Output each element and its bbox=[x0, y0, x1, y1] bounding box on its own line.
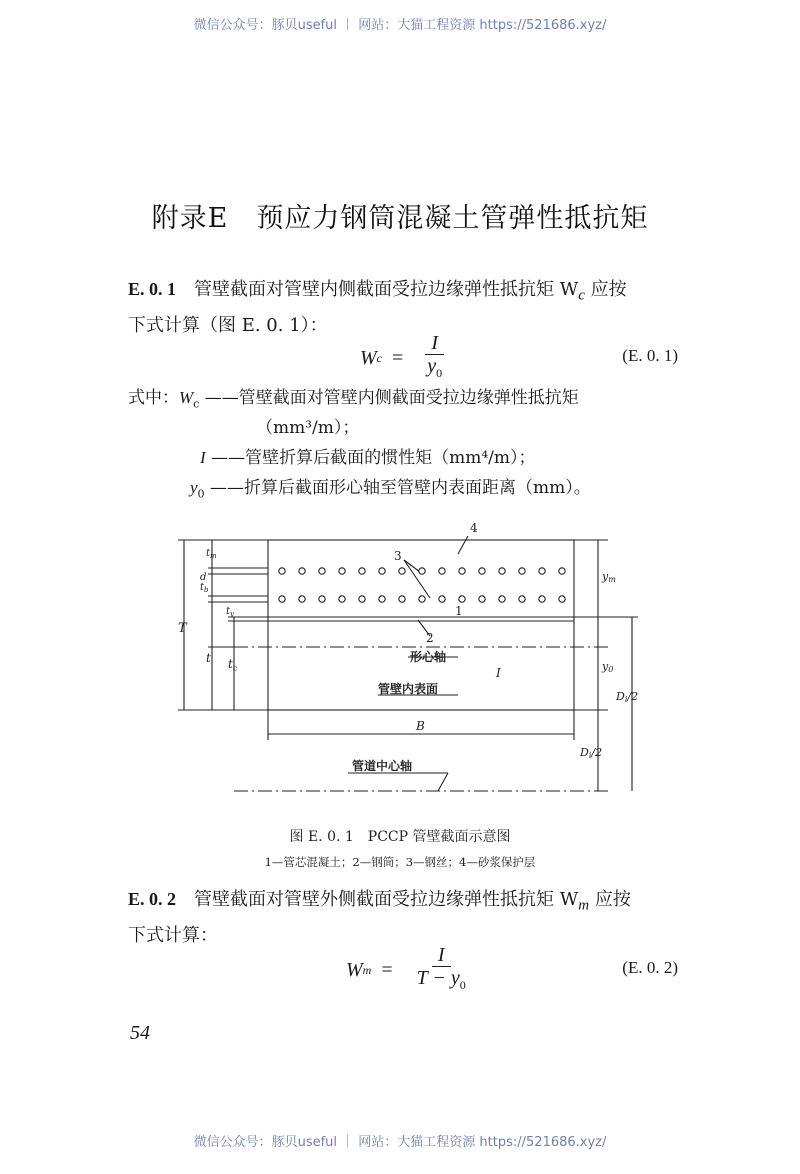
label-section-i: I bbox=[496, 666, 501, 680]
label-ym: ym bbox=[602, 570, 616, 584]
label-tb: $t_b$ bbox=[200, 582, 209, 594]
label-y0: y0 bbox=[602, 660, 614, 674]
section-text: 管壁截面对管壁外侧截面受拉边缘弹性抵抗矩 W bbox=[194, 889, 579, 910]
label-t: t bbox=[206, 651, 211, 665]
pccp-section-figure bbox=[168, 520, 648, 812]
section-text: 管壁截面对管壁内侧截面受拉边缘弹性抵抗矩 W bbox=[194, 279, 579, 300]
label-inner-surface: 管壁内表面 bbox=[378, 682, 439, 696]
figure-legend: 1—管芯混凝土；2—钢筒；3—钢丝；4—砂浆保护层 bbox=[264, 855, 536, 869]
equation-number: (E. 0. 2) bbox=[622, 958, 678, 977]
label-width-b: B bbox=[416, 719, 425, 733]
label-4: 4 bbox=[470, 521, 478, 535]
section-e02-text: E. 0. 2 管壁截面对管壁外侧截面受拉边缘弹性抵抗矩 $W_m$ 应按 下式计算： bbox=[128, 884, 688, 951]
watermark-bottom: 微信公众号：豚贝useful ｜ 网站：大猫工程资源 https://521686.xyz/ bbox=[193, 1135, 607, 1150]
label-d2-upper: Di/2 bbox=[616, 690, 639, 704]
label-T: T bbox=[178, 621, 187, 636]
label-d: d bbox=[200, 572, 207, 583]
where-line-1b: （mm³/m）； bbox=[256, 418, 360, 438]
equation-number: (E. 0. 1) bbox=[622, 346, 678, 365]
label-ty: $t_y$ bbox=[226, 606, 234, 618]
label-pipe-axis: 管道中心轴 bbox=[352, 759, 413, 773]
section-number: E. 0. 1 bbox=[128, 279, 177, 299]
section-text-line2: 下式计算： bbox=[128, 924, 218, 946]
label-tc: $t_c$ bbox=[228, 657, 238, 673]
page-title: 附录E 预应力钢筒混凝土管弹性抵抗矩 bbox=[151, 203, 649, 234]
page-number: 54 bbox=[130, 1022, 150, 1044]
equation-e01: W c = $\frac{I}{y_0}$ (E. 0. 1) bbox=[360, 332, 678, 380]
label-3: 3 bbox=[394, 549, 402, 563]
equation-e02: W m = $\frac{I}{T - y_0}$ (E. 0. 2) bbox=[346, 944, 678, 992]
label-2: 2 bbox=[426, 631, 434, 645]
section-text-line2: 下式计算（图 E. 0. 1）： bbox=[128, 314, 328, 336]
where-line-1: 式中：$W_c$ ——管壁截面对管壁内侧截面受拉边缘弹性抵抗矩 bbox=[128, 388, 579, 411]
label-tm: $t_m$ bbox=[206, 548, 217, 560]
where-line-3: $y_0$ ——折算后截面形心轴至管壁内表面距离（mm）。 bbox=[190, 478, 591, 501]
figure-caption: 图 E. 0. 1 PCCP 管壁截面示意图 bbox=[289, 829, 511, 845]
eq-lhs: W bbox=[360, 346, 377, 369]
eq-lhs: W bbox=[346, 958, 363, 981]
label-centroid-axis: 形心轴 bbox=[410, 650, 447, 664]
section-e01-text: E. 0. 1 管壁截面对管壁内侧截面受拉边缘弹性抵抗矩 $W_c$ 应按 下式计算（图 E. 0. 1）： bbox=[128, 274, 688, 341]
where-line-2: I ——管壁折算后截面的惯性矩（mm⁴/m）； bbox=[200, 448, 536, 468]
section-number: E. 0. 2 bbox=[128, 889, 177, 909]
label-1: 1 bbox=[455, 604, 463, 618]
watermark-top: 微信公众号：豚贝useful ｜ 网站：大猫工程资源 https://521686.xyz/ bbox=[193, 18, 607, 33]
label-d2-lower: Di/2 bbox=[580, 746, 603, 760]
